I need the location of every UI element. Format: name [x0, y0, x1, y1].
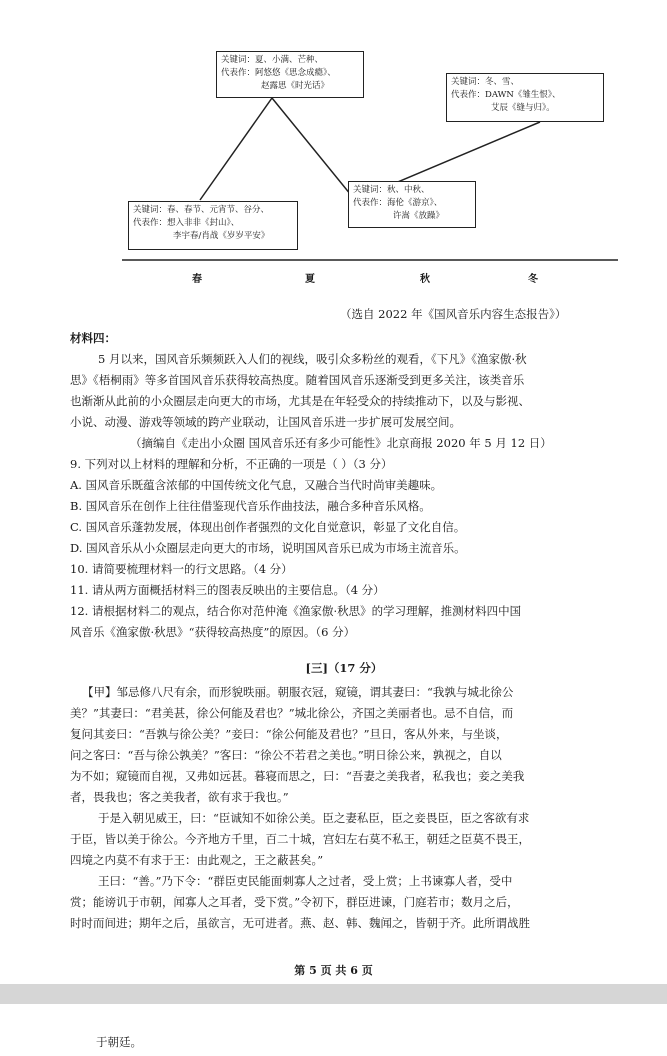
material4-para-line: 小说、动漫、游戏等领域的跨产业联动，让国风音乐进一步扩展可发展空间。 — [70, 415, 461, 429]
question-12-cont: 风音乐《渔家傲·秋思》“获得较高热度”的原因。（6 分） — [70, 625, 356, 639]
passage-line: 时时而间进；期年之后，虽欲言，无可进者。燕、赵、韩、魏闻之，皆朝于齐。此所谓战胜 — [70, 916, 530, 930]
season-label-summer: 夏 — [305, 274, 315, 285]
passage-line: 于是入朝见威王，曰：“臣诚知不如徐公美。臣之妻私臣，臣之妾畏臣，臣之客欲有求 — [98, 811, 530, 825]
material4-para-line: 5 月以来，国风音乐频频跃入人们的视线，吸引众多粉丝的观看，《下凡》《渔家傲·秋 — [98, 352, 527, 366]
section3-heading: [三]（17 分） — [305, 661, 383, 675]
autumn-works-2: 许嵩《放躁》 — [393, 211, 445, 221]
page-footer: 第 5 页 共 6 页 — [294, 964, 373, 977]
spring-works-2: 李宇春/肖战《岁岁平安》 — [173, 231, 270, 241]
page-separator — [0, 984, 667, 1004]
autumn-box — [348, 181, 476, 228]
material4-source: （摘编自《走出小众圈 国风音乐还有多少可能性》北京商报 2020 年 5 月 12 日） — [130, 436, 552, 450]
passage-line: 四境之内莫不有求于王：由此观之，王之蔽甚矣。” — [70, 853, 324, 867]
winter-keywords: 关键词：冬、雪、 — [451, 77, 520, 87]
summer-works: 代表作：阿悠悠《思念成瘾》、 — [221, 68, 336, 78]
material4-heading: 材料四： — [70, 331, 116, 345]
spring-box — [128, 201, 298, 250]
autumn-keywords: 关键词：秋、中秋、 — [353, 185, 430, 195]
passage-line: 于臣，皆以美于徐公。今齐地方千里，百二十城，宫妇左右莫不私王，朝廷之臣莫不畏王， — [70, 832, 530, 846]
question-9-option-c: C. 国风音乐蓬勃发展，体现出创作者强烈的文化自觉意识，彰显了文化自信。 — [70, 520, 466, 534]
autumn-works: 代表作：海伦《游京》、 — [353, 198, 443, 208]
material4-para-line: 思》《梧桐雨》等多首国风音乐获得较高热度。随着国风音乐逐渐受到更多关注，该类音乐 — [70, 373, 525, 387]
passage-line: 者，畏我也；客之美我者，欲有求于我也。” — [70, 790, 289, 804]
summer-keywords: 关键词：夏、小满、芒种、 — [221, 55, 324, 65]
spring-works: 代表作：想入非非《封山》、 — [133, 218, 240, 228]
question-11: 11. 请从两方面概括材料三的图表反映出的主要信息。（4 分） — [70, 583, 385, 597]
passage-line: 美？”其妻曰：“君美甚，徐公何能及君也？”城北徐公，齐国之美丽者也。忌不自信，而 — [70, 706, 514, 720]
passage-line: 为不如；窥镜而自视，又弗如远甚。暮寝而思之，曰：“吾妻之美我者，私我也；妾之美我 — [70, 769, 525, 783]
winter-box — [446, 73, 604, 122]
season-diagram — [0, 0, 667, 300]
winter-works-2: 艾辰《缝与归》。 — [491, 103, 555, 113]
question-9-option-d: D. 国风音乐从小众圈层走向更大的市场，说明国风音乐已成为市场主流音乐。 — [70, 541, 466, 555]
question-9: 9. 下列对以上材料的理解和分析，不正确的一项是（ ）（3 分） — [70, 457, 393, 471]
winter-works: 代表作：DAWN《雏生恨》、 — [451, 90, 561, 100]
passage-line: 复问其妾曰：“吾孰与徐公美？”妾曰：“徐公何能及君也？”旦日，客从外来，与坐谈， — [70, 727, 508, 741]
next-page-line: 于朝廷。 — [96, 1035, 142, 1049]
diagram-source-note: （选自 2022 年《国风音乐内容生态报告》） — [340, 307, 567, 321]
question-9-option-a: A. 国风音乐既蕴含浓郁的中国传统文化气息，又融合当代时尚审美趣味。 — [70, 478, 443, 492]
diagram-lines — [0, 0, 667, 300]
summer-box — [216, 51, 364, 98]
passage-line: 赏；能谤讥于市朝，闻寡人之耳者，受下赏。”令初下，群臣进谏，门庭若市；数月之后， — [70, 895, 519, 909]
passage-line: 问之客曰：“吾与徐公孰美？”客曰：“徐公不若君之美也。”明日徐公来，孰视之，自以 — [70, 748, 502, 762]
question-9-option-b: B. 国风音乐在创作上往往借鉴现代音乐作曲技法，融合多种音乐风格。 — [70, 499, 431, 513]
passage-line: 【甲】邹忌修八尺有余，而形貌昳丽。朝服衣冠，窥镜，谓其妻曰：“我孰与城北徐公 — [82, 685, 514, 699]
question-10: 10. 请简要梳理材料一的行文思路。（4 分） — [70, 562, 293, 576]
season-label-winter: 冬 — [528, 274, 538, 285]
season-label-spring: 春 — [192, 274, 202, 285]
season-label-autumn: 秋 — [420, 274, 430, 285]
passage-line: 王曰：“善。”乃下令：“群臣吏民能面刺寡人之过者，受上赏；上书谏寡人者，受中 — [98, 874, 513, 888]
material4-para-line: 也渐渐从此前的小众圈层走向更大的市场，尤其是在年轻受众的持续推动下，以及与影视、 — [70, 394, 530, 408]
summer-works-2: 赵露思《时光话》 — [261, 81, 330, 91]
spring-keywords: 关键词：春、春节、元宵节、谷分、 — [133, 205, 270, 215]
question-12: 12. 请根据材料二的观点，结合你对范仲淹《渔家傲·秋思》的学习理解，推测材料四中国 — [70, 604, 522, 618]
